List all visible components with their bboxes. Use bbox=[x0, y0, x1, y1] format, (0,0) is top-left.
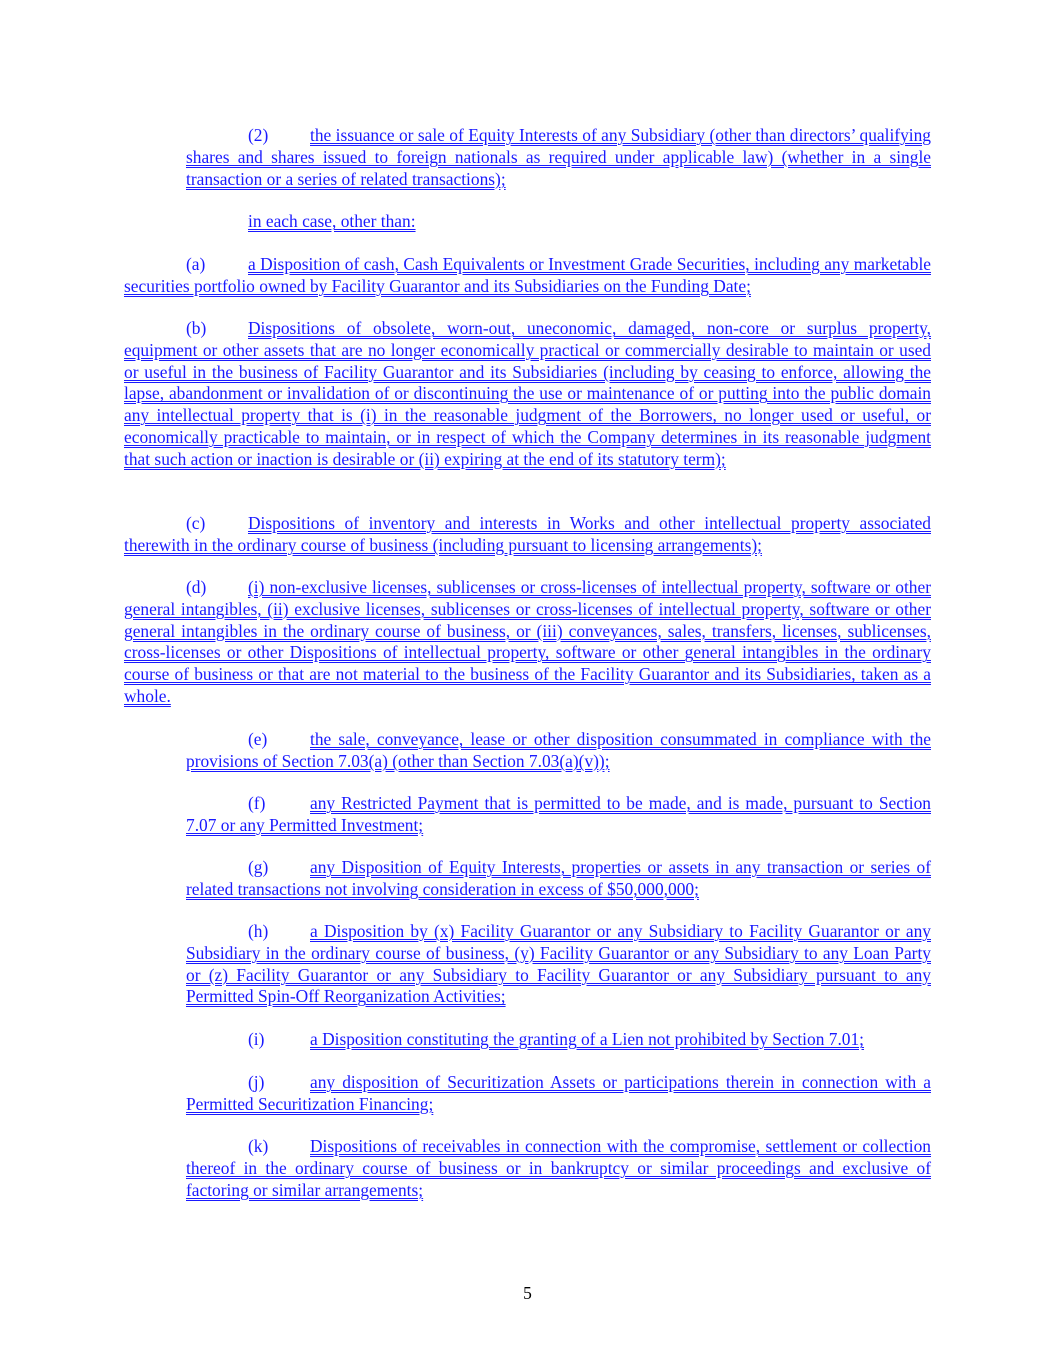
paragraph-2 bbox=[186, 125, 931, 190]
paragraph-c bbox=[124, 513, 931, 557]
paragraph-text: any disposition of Securitization Assets or participations therein in connection with a Permitted Securitization Financing; bbox=[186, 1072, 931, 1114]
paragraph-b bbox=[124, 318, 931, 471]
paragraph-text: a Disposition constituting the granting of a Lien not prohibited by Section 7.01; bbox=[310, 1029, 865, 1049]
paragraph-label: (f) bbox=[248, 793, 266, 813]
paragraph-g bbox=[186, 857, 931, 901]
paragraph-a bbox=[124, 254, 931, 298]
paragraph-label: (j) bbox=[248, 1072, 265, 1092]
paragraph-text: Dispositions of inventory and interests in Works and other intellectual property associated therewith in the ordinary course of business (including pursuant to licensing arrangements); bbox=[124, 513, 931, 555]
paragraph-label: (2) bbox=[248, 125, 269, 145]
paragraph-j bbox=[186, 1072, 931, 1116]
paragraph-label: (k) bbox=[248, 1136, 269, 1156]
paragraph-label: (b) bbox=[186, 318, 207, 338]
paragraph-d bbox=[124, 577, 931, 708]
paragraph-text: any Restricted Payment that is permitted to be made, and is made, pursuant to Section 7.07 or any Permitted Investment; bbox=[186, 793, 931, 835]
paragraph-text: Dispositions of obsolete, worn-out, uneconomic, damaged, non-core or surplus property, equipment or other assets that are no longer economically practical or commercially desirable to maintain or used or useful in the business of Facility Guarantor and its Subsidiaries (including by ceasing to enforce, allowing the lapse, abandonment or invalidation of or discontinuing the use or maintenance of or putting into the public domain any intellectual property that is (i) in the reasonable judgment of the Borrowers, no longer used or useful, or economically practicable to maintain, or in respect of which the Company determines in its reasonable judgment that such action or inaction is desirable or (ii) expiring at the end of its statutory term); bbox=[124, 318, 931, 469]
paragraph-label: (g) bbox=[248, 857, 269, 877]
paragraph-label: (i) bbox=[248, 1029, 265, 1049]
page-number: 5 bbox=[523, 1283, 532, 1303]
paragraph-label: (e) bbox=[248, 729, 268, 749]
paragraph-k bbox=[186, 1136, 931, 1201]
paragraph-text: (i) non-exclusive licenses, sublicenses or cross-licenses of intellectual property, software or other general intangibles, (ii) exclusive licenses, sublicenses or cross-licenses of intellectual property, software or other general intangibles in the ordinary course of business, or (iii) conveyances, sales, transfers, licenses, sublicenses, cross-licenses or other Dispositions of intellectual property, software or other general intangibles in the ordinary course of business or that are not material to the business of the Facility Guarantor and its Subsidiaries, taken as a whole. bbox=[124, 577, 931, 706]
paragraph-text: in each case, other than: bbox=[248, 211, 416, 231]
paragraph-label: (h) bbox=[248, 921, 269, 941]
paragraph-e bbox=[186, 729, 931, 773]
paragraph-i bbox=[186, 1029, 931, 1051]
paragraph-text: a Disposition of cash, Cash Equivalents or Investment Grade Securities, including any marketable securities portfolio owned by Facility Guarantor and its Subsidiaries on the Funding Date; bbox=[124, 254, 931, 296]
paragraph-h bbox=[186, 921, 931, 1008]
paragraph-f bbox=[186, 793, 931, 837]
paragraph-text: any Disposition of Equity Interests, properties or assets in any transaction or series of related transactions not involving consideration in excess of $50,000,000; bbox=[186, 857, 931, 899]
paragraph-text: Dispositions of receivables in connection with the compromise, settlement or collection thereof in the ordinary course of business or in bankruptcy or similar proceedings and exclusive of factoring or similar arrangements; bbox=[186, 1136, 931, 1200]
paragraph-text: a Disposition by (x) Facility Guarantor or any Subsidiary to Facility Guarantor or any Subsidiary in the ordinary course of business, (y) Facility Guarantor or any Subsidiary to any Loan Party or (z) Facility Guarantor or any Subsidiary to Facility Guarantor or any Subsidiary pursuant to any Permitted Spin-Off Reorganization Activities; bbox=[186, 921, 931, 1007]
paragraph-label: (d) bbox=[186, 577, 207, 597]
paragraph-label: (c) bbox=[186, 513, 206, 533]
paragraph-label: (a) bbox=[186, 254, 206, 274]
paragraph-in-each-case bbox=[186, 211, 931, 233]
paragraph-text: the sale, conveyance, lease or other disposition consummated in compliance with the provisions of Section 7.03(a) (other than Section 7.03(a)(v)); bbox=[186, 729, 931, 771]
paragraph-text: the issuance or sale of Equity Interests of any Subsidiary (other than directors’ qualifying shares and shares issued to foreign nationals as required under applicable law) (whether in a single transaction or a series of related transactions); bbox=[186, 125, 931, 189]
